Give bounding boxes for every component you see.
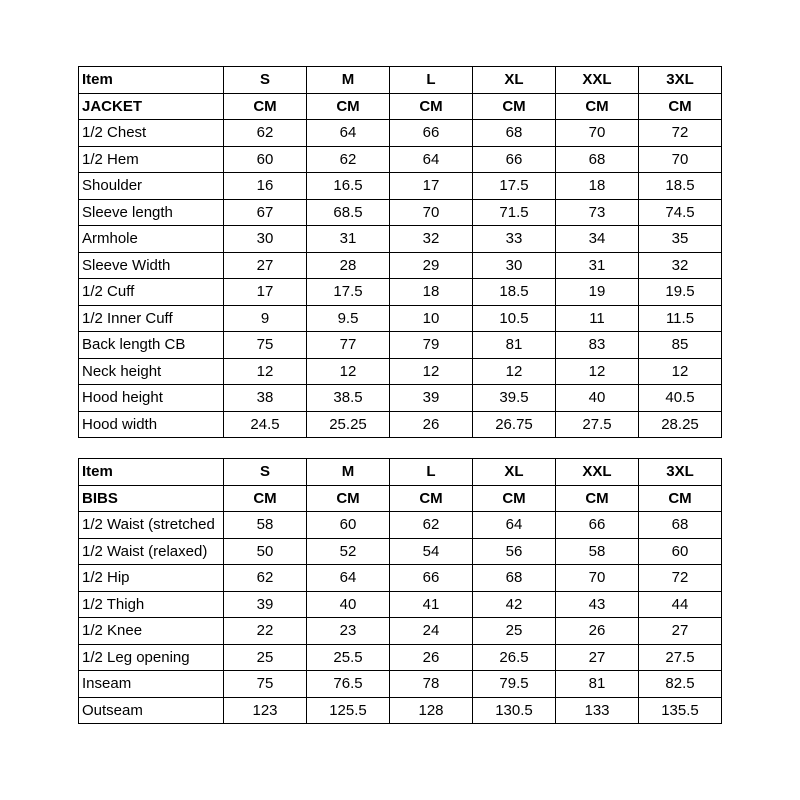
table-cell: 50	[224, 538, 307, 565]
table-row	[79, 120, 722, 147]
table-row	[79, 358, 722, 385]
row-label: 1/2 Hem	[79, 146, 224, 173]
table-cell: CM	[473, 93, 556, 120]
table-cell: 77	[307, 332, 390, 359]
row-label: Shoulder	[79, 173, 224, 200]
table-cell: 10.5	[473, 305, 556, 332]
row-label: Armhole	[79, 226, 224, 253]
table-cell: 62	[390, 512, 473, 539]
table-cell: 39.5	[473, 385, 556, 412]
row-label: 1/2 Hip	[79, 565, 224, 592]
table-cell: 26	[556, 618, 639, 645]
table-cell: M	[307, 459, 390, 486]
row-label: 1/2 Thigh	[79, 591, 224, 618]
row-label: Back length CB	[79, 332, 224, 359]
table-cell: 9	[224, 305, 307, 332]
table-cell: 73	[556, 199, 639, 226]
table-cell: 10	[390, 305, 473, 332]
table-cell: 27.5	[639, 644, 722, 671]
row-label: Neck height	[79, 358, 224, 385]
table-cell: 11.5	[639, 305, 722, 332]
table-cell: 25.5	[307, 644, 390, 671]
table-cell: 62	[307, 146, 390, 173]
table-cell: 12	[473, 358, 556, 385]
row-label: Item	[79, 67, 224, 94]
table-cell: 25	[224, 644, 307, 671]
table-cell: 42	[473, 591, 556, 618]
table-cell: 24	[390, 618, 473, 645]
row-label: 1/2 Inner Cuff	[79, 305, 224, 332]
table-cell: 26.75	[473, 411, 556, 438]
table-cell: 32	[639, 252, 722, 279]
table-cell: 3XL	[639, 459, 722, 486]
table-cell: 66	[556, 512, 639, 539]
table-cell: 19.5	[639, 279, 722, 306]
jacket-size-table	[78, 66, 722, 438]
table-cell: 16	[224, 173, 307, 200]
table-cell: 18	[390, 279, 473, 306]
table-cell: 58	[224, 512, 307, 539]
bibs-size-table	[78, 458, 722, 724]
table-cell: 82.5	[639, 671, 722, 698]
table-cell: 26.5	[473, 644, 556, 671]
table-cell: 79	[390, 332, 473, 359]
table-cell: 75	[224, 671, 307, 698]
table-row	[79, 697, 722, 724]
table-row	[79, 305, 722, 332]
table-cell: CM	[556, 485, 639, 512]
table-cell: 12	[224, 358, 307, 385]
units-row	[79, 93, 722, 120]
table-row	[79, 173, 722, 200]
table-cell: 17	[390, 173, 473, 200]
table-cell: 133	[556, 697, 639, 724]
table-row	[79, 252, 722, 279]
table-cell: 30	[473, 252, 556, 279]
table-cell: 72	[639, 120, 722, 147]
table-cell: XL	[473, 67, 556, 94]
table-cell: 76.5	[307, 671, 390, 698]
table-cell: 11	[556, 305, 639, 332]
table-cell: 23	[307, 618, 390, 645]
table-cell: 12	[390, 358, 473, 385]
table-cell: 66	[390, 120, 473, 147]
table-cell: 68	[639, 512, 722, 539]
table-cell: 12	[307, 358, 390, 385]
table-cell: 34	[556, 226, 639, 253]
table-cell: XXL	[556, 67, 639, 94]
table-cell: 18.5	[639, 173, 722, 200]
row-label: Sleeve length	[79, 199, 224, 226]
table-cell: 81	[473, 332, 556, 359]
row-label: 1/2 Knee	[79, 618, 224, 645]
table-row	[79, 199, 722, 226]
table-cell: CM	[307, 485, 390, 512]
table-cell: 30	[224, 226, 307, 253]
row-label: Inseam	[79, 671, 224, 698]
table-cell: 32	[390, 226, 473, 253]
table-cell: 40	[307, 591, 390, 618]
table-cell: 17	[224, 279, 307, 306]
table-cell: 40	[556, 385, 639, 412]
table-cell: 58	[556, 538, 639, 565]
table-cell: 66	[390, 565, 473, 592]
table-cell: 68	[556, 146, 639, 173]
table-cell: 56	[473, 538, 556, 565]
table-cell: 68	[473, 120, 556, 147]
row-label: 1/2 Cuff	[79, 279, 224, 306]
table-row	[79, 538, 722, 565]
table-cell: 17.5	[473, 173, 556, 200]
table-cell: 66	[473, 146, 556, 173]
table-cell: 27	[224, 252, 307, 279]
table-cell: XXL	[556, 459, 639, 486]
table-cell: 25	[473, 618, 556, 645]
table-cell: 41	[390, 591, 473, 618]
table-cell: 35	[639, 226, 722, 253]
table-cell: 40.5	[639, 385, 722, 412]
table-cell: 64	[390, 146, 473, 173]
table-cell: 31	[307, 226, 390, 253]
header-row	[79, 67, 722, 94]
row-label: Outseam	[79, 697, 224, 724]
table-cell: 85	[639, 332, 722, 359]
table-cell: 70	[556, 120, 639, 147]
row-label: JACKET	[79, 93, 224, 120]
table-cell: 68.5	[307, 199, 390, 226]
table-row	[79, 226, 722, 253]
row-label: Item	[79, 459, 224, 486]
table-cell: 33	[473, 226, 556, 253]
table-cell: CM	[224, 485, 307, 512]
table-cell: 64	[473, 512, 556, 539]
table-cell: 83	[556, 332, 639, 359]
table-cell: 24.5	[224, 411, 307, 438]
table-cell: 12	[639, 358, 722, 385]
table-cell: L	[390, 459, 473, 486]
table-cell: 39	[390, 385, 473, 412]
table-cell: CM	[390, 485, 473, 512]
table-row	[79, 591, 722, 618]
table-cell: 75	[224, 332, 307, 359]
table-cell: 31	[556, 252, 639, 279]
row-label: Hood width	[79, 411, 224, 438]
table-cell: 81	[556, 671, 639, 698]
row-label: 1/2 Chest	[79, 120, 224, 147]
table-row	[79, 565, 722, 592]
row-label: 1/2 Leg opening	[79, 644, 224, 671]
table-cell: 64	[307, 120, 390, 147]
table-cell: 123	[224, 697, 307, 724]
table-cell: 9.5	[307, 305, 390, 332]
table-row	[79, 385, 722, 412]
table-cell: 43	[556, 591, 639, 618]
table-row	[79, 512, 722, 539]
table-cell: 54	[390, 538, 473, 565]
table-cell: 52	[307, 538, 390, 565]
table-cell: 70	[390, 199, 473, 226]
table-cell: 64	[307, 565, 390, 592]
table-cell: 27.5	[556, 411, 639, 438]
table-cell: 68	[473, 565, 556, 592]
table-cell: CM	[556, 93, 639, 120]
table-row	[79, 146, 722, 173]
table-cell: 27	[556, 644, 639, 671]
table-cell: 79.5	[473, 671, 556, 698]
table-cell: 70	[556, 565, 639, 592]
row-label: 1/2 Waist (relaxed)	[79, 538, 224, 565]
table-cell: 128	[390, 697, 473, 724]
table-cell: 28.25	[639, 411, 722, 438]
table-cell: 26	[390, 644, 473, 671]
table-cell: 3XL	[639, 67, 722, 94]
table-cell: 18	[556, 173, 639, 200]
table-cell: 62	[224, 565, 307, 592]
table-cell: 125.5	[307, 697, 390, 724]
table-cell: 135.5	[639, 697, 722, 724]
table-cell: 38.5	[307, 385, 390, 412]
table-cell: CM	[390, 93, 473, 120]
table-row	[79, 411, 722, 438]
table-cell: CM	[473, 485, 556, 512]
table-cell: 19	[556, 279, 639, 306]
header-row	[79, 459, 722, 486]
table-cell: 62	[224, 120, 307, 147]
table-cell: 60	[639, 538, 722, 565]
table-row	[79, 644, 722, 671]
table-cell: 38	[224, 385, 307, 412]
table-cell: L	[390, 67, 473, 94]
table-cell: 22	[224, 618, 307, 645]
table-cell: M	[307, 67, 390, 94]
table-cell: 60	[307, 512, 390, 539]
table-cell: 130.5	[473, 697, 556, 724]
table-row	[79, 332, 722, 359]
table-row	[79, 671, 722, 698]
table-cell: 71.5	[473, 199, 556, 226]
table-cell: CM	[307, 93, 390, 120]
table-cell: S	[224, 459, 307, 486]
table-cell: S	[224, 67, 307, 94]
table-cell: 27	[639, 618, 722, 645]
table-cell: 60	[224, 146, 307, 173]
table-cell: 18.5	[473, 279, 556, 306]
row-label: Sleeve Width	[79, 252, 224, 279]
table-cell: 74.5	[639, 199, 722, 226]
table-row	[79, 279, 722, 306]
table-cell: CM	[639, 93, 722, 120]
table-cell: CM	[224, 93, 307, 120]
table-cell: 78	[390, 671, 473, 698]
table-cell: 67	[224, 199, 307, 226]
table-row	[79, 618, 722, 645]
table-cell: 39	[224, 591, 307, 618]
row-label: BIBS	[79, 485, 224, 512]
row-label: Hood height	[79, 385, 224, 412]
table-cell: 70	[639, 146, 722, 173]
table-cell: 28	[307, 252, 390, 279]
table-cell: 26	[390, 411, 473, 438]
row-label: 1/2 Waist (stretched	[79, 512, 224, 539]
table-cell: XL	[473, 459, 556, 486]
table-cell: 29	[390, 252, 473, 279]
table-cell: 25.25	[307, 411, 390, 438]
table-cell: 12	[556, 358, 639, 385]
units-row	[79, 485, 722, 512]
table-cell: 72	[639, 565, 722, 592]
table-cell: 44	[639, 591, 722, 618]
table-cell: 17.5	[307, 279, 390, 306]
table-cell: 16.5	[307, 173, 390, 200]
table-cell: CM	[639, 485, 722, 512]
